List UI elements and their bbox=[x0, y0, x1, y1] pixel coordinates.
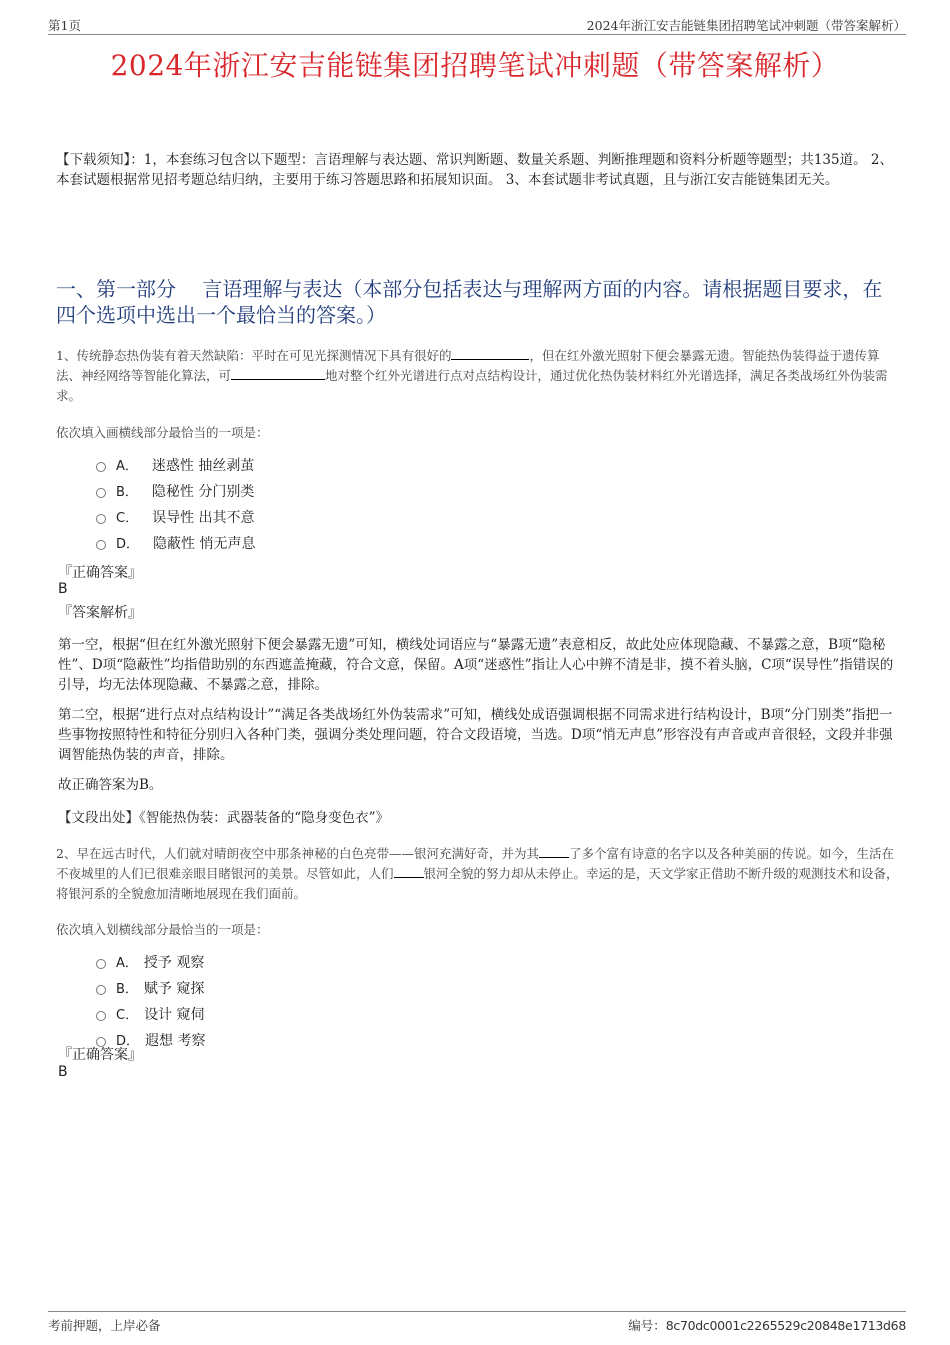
radio-icon[interactable] bbox=[96, 514, 106, 524]
radio-icon[interactable] bbox=[96, 985, 106, 995]
download-notice: 【下载须知】：1，本套练习包含以下题型：言语理解与表达题、常识判断题、数量关系题、判断推理题和资料分析题等题型；共135道。 2、本套试题根据常见招考题总结归纳，主要用于练习答题思路和拓展知识面。 3、本套试题非考试真题，且与浙江安吉能链集团无关。 bbox=[56, 152, 893, 188]
document-title: 2024年浙江安吉能链集团招聘笔试冲刺题（带答案解析） bbox=[110, 49, 840, 82]
question-1-option-b[interactable]: B． 隐秘性 分门别类 bbox=[96, 482, 254, 502]
question-1-source: 【文段出处】《智能热伪装：武器装备的“隐身变色衣”》 bbox=[58, 810, 390, 826]
fill-blank bbox=[451, 346, 529, 360]
page-number: 第1页 bbox=[48, 18, 81, 33]
question-2-text: 2、早在远古时代，人们就对晴朗夜空中那条神秘的白色亮带——银河充满好奇，并为其 了多个富有诗意的名字以及各种美丽的传说。如今，生活在不夜城里的人们已很难亲眼目睹银河的美景。尽管如此，人们 银河全貌的努力却从未停止。幸运的是，天文学家正借助不断升级的观测技术和设备，将银河系的全貌愈加清晰地展现在我们面前。 bbox=[56, 846, 899, 901]
question-2-option-d[interactable]: D． 遐想 考察 bbox=[96, 1031, 205, 1051]
question-1-analysis-1: 第一空，根据“但在红外激光照射下便会暴露无遗”可知，横线处词语应与“暴露无遗”表意相反，故此处应体现隐藏、不暴露之意，B项“隐秘性”、D项“隐蔽性”均指借助别的东西遮盖掩藏，符合文意，保留。A项“迷惑性”指让人心中辨不清是非，摸不着头脑，C项“误导性”指错误的引导，均无法体现隐藏、不暴露之意，排除。 bbox=[58, 637, 894, 693]
question-1-conclusion: 故正确答案为B。 bbox=[58, 777, 163, 793]
question-2-answer: B bbox=[58, 1064, 68, 1080]
radio-icon[interactable] bbox=[96, 540, 106, 550]
fill-blank bbox=[231, 366, 325, 380]
radio-icon[interactable] bbox=[96, 488, 106, 498]
fill-blank bbox=[539, 844, 569, 858]
radio-icon[interactable] bbox=[96, 1011, 106, 1021]
question-2-option-b[interactable]: B． 赋予 窥探 bbox=[96, 979, 204, 999]
question-1-text: 1、传统静态热伪装有着天然缺陷：平时在可见光探测情况下具有很好的 ，但在红外激光照射下便会暴露无遗。智能热伪装得益于遗传算法、神经网络等智能化算法，可 地对整个红外光谱进行点对点结构设计，通过优化热伪装材料红外光谱选择，满足各类战场红外伪装需求。 bbox=[56, 348, 888, 403]
fill-blank bbox=[394, 864, 424, 878]
question-2-instruction: 依次填入划横线部分最恰当的一项是： bbox=[56, 922, 269, 937]
page-footer bbox=[48, 1311, 906, 1336]
footer-code: 编号：8c70dc0001c2265529c20848e1713d68 bbox=[628, 1318, 906, 1333]
question-1-answer-label: 『正确答案』 bbox=[58, 565, 142, 581]
question-1-analysis-2: 第二空，根据“进行点对点结构设计”“满足各类战场红外伪装需求”可知，横线处成语强调根据不同需求进行结构设计，B项“分门别类”指把一些事物按照特性和特征分别归入各种门类，强调分类处理问题，符合文段语境，当选。D项“悄无声息”形容没有声音或声音很轻，文段并非强调智能热伪装的声音，排除。 bbox=[58, 707, 893, 763]
question-2-option-c[interactable]: C． 设计 窥伺 bbox=[96, 1005, 205, 1025]
question-1-option-d[interactable]: D． 隐蔽性 悄无声息 bbox=[96, 534, 255, 554]
question-1-answer: B bbox=[58, 581, 68, 597]
page-header bbox=[48, 14, 906, 35]
question-1-instruction: 依次填入画横线部分最恰当的一项是： bbox=[56, 425, 269, 440]
question-1-analysis-label: 『答案解析』 bbox=[58, 605, 142, 621]
question-2-answer-label: 『正确答案』 bbox=[58, 1047, 142, 1063]
question-1-option-a[interactable]: A． 迷惑性 抽丝剥茧 bbox=[96, 456, 254, 476]
question-2-option-a[interactable]: A． 授予 观察 bbox=[96, 953, 204, 973]
header-doc-title: 2024年浙江安吉能链集团招聘笔试冲刺题（带答案解析） bbox=[586, 18, 906, 33]
section-heading: 一、第一部分 言语理解与表达（本部分包括表达与理解两方面的内容。请根据题目要求，在四个选项中选出一个最恰当的答案。） bbox=[56, 277, 883, 327]
question-1-option-c[interactable]: C． 误导性 出其不意 bbox=[96, 508, 255, 528]
radio-icon[interactable] bbox=[96, 462, 106, 472]
footer-slogan: 考前押题，上岸必备 bbox=[48, 1318, 161, 1333]
radio-icon[interactable] bbox=[96, 959, 106, 969]
